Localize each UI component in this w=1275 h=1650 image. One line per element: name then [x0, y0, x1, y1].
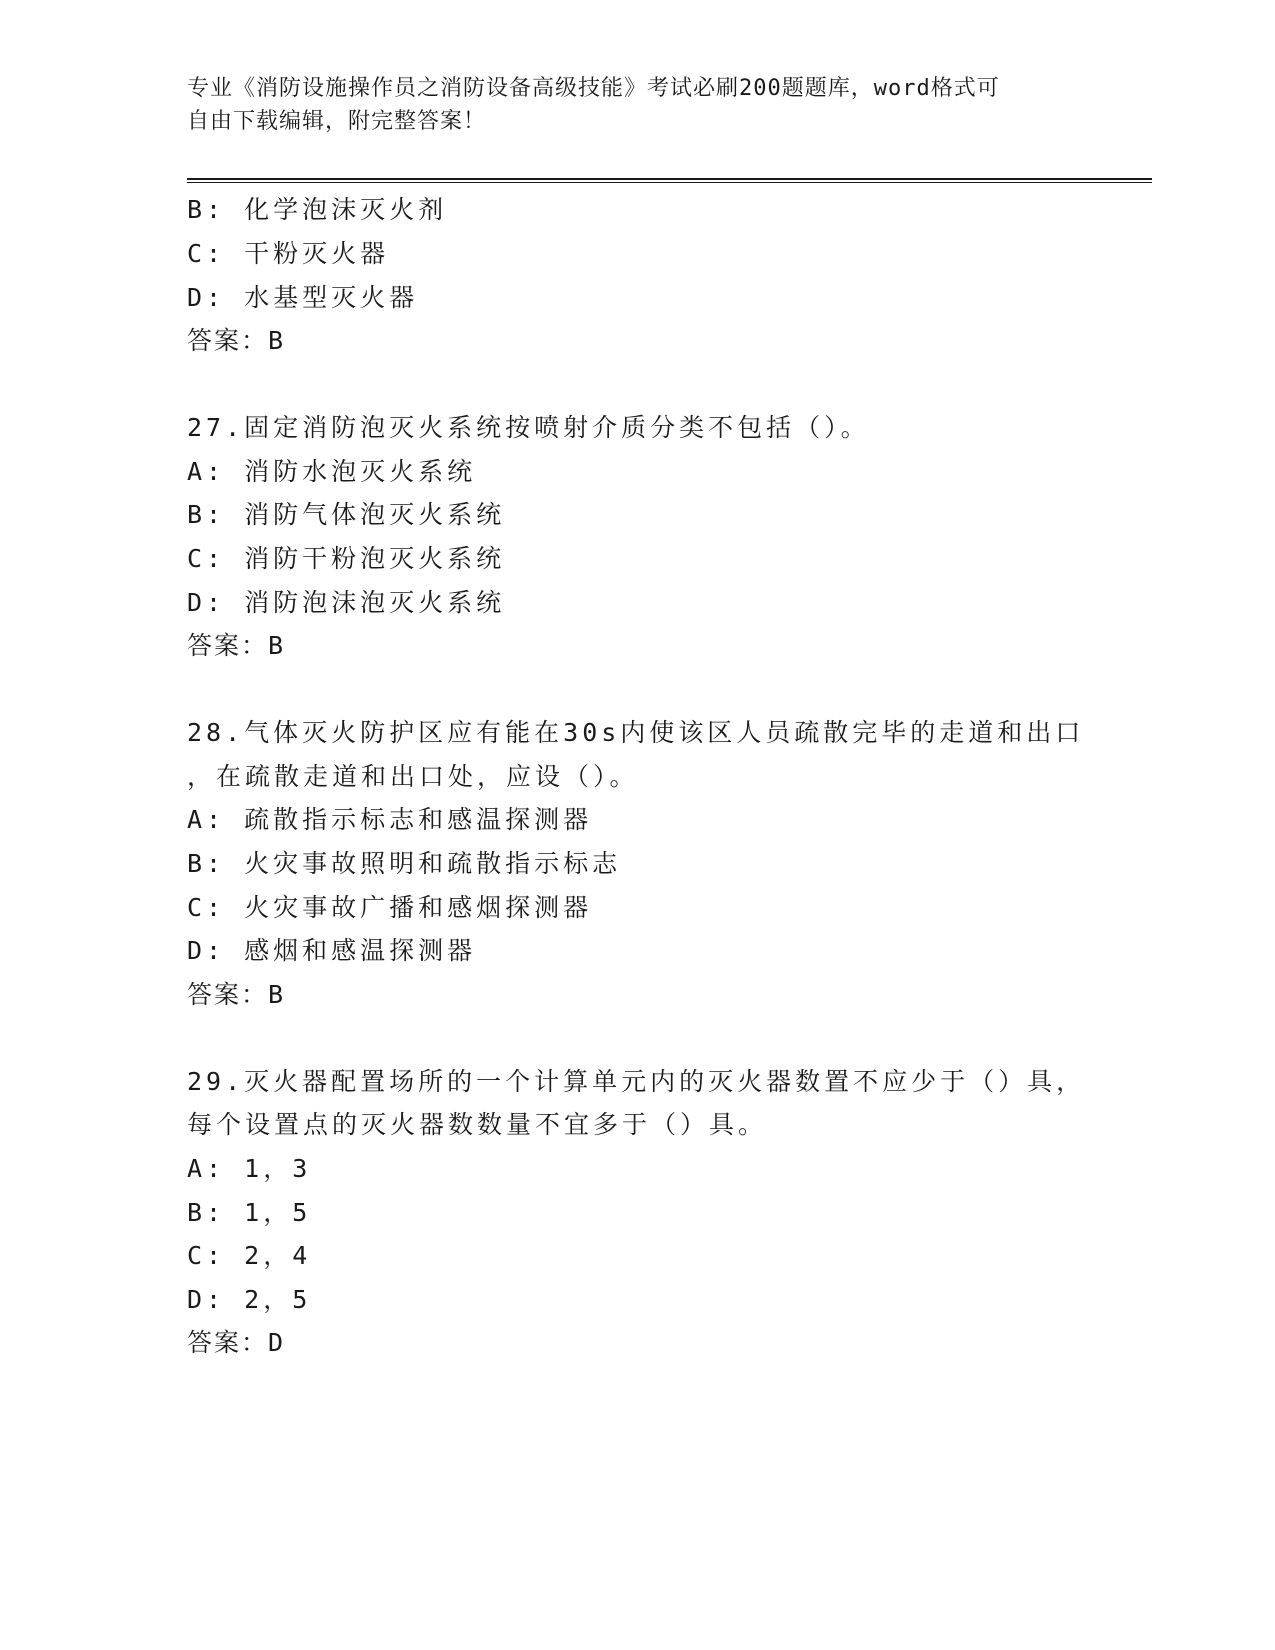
answer: 答案：B	[187, 631, 286, 660]
option-c: C: 2，4	[187, 1241, 312, 1270]
option-d: D: 消防泡沫泡灭火系统	[187, 588, 506, 617]
answer: 答案：B	[187, 326, 286, 355]
option-d: D: 水基型灭火器	[187, 283, 419, 312]
question-stem-continued: ，在疏散走道和出口处，应设（）。	[187, 762, 639, 791]
option-a: A: 消防水泡灭火系统	[187, 457, 477, 486]
document-header	[187, 72, 1067, 138]
answer: 答案：B	[187, 980, 286, 1009]
header-line-1: 专业《消防设施操作员之消防设备高级技能》考试必刷200题题库，word格式可	[187, 76, 1000, 101]
question-stem: 27.固定消防泡灭火系统按喷射介质分类不包括（）。	[187, 413, 870, 442]
question-stem-continued: 每个设置点的灭火器数数量不宜多于（）具。	[187, 1110, 768, 1139]
option-b: B: 化学泡沫灭火剂	[187, 195, 448, 224]
option-a: A: 1，3	[187, 1154, 312, 1183]
question-stem: 28.气体灭火防护区应有能在30s内使该区人员疏散完毕的走道和出口	[187, 718, 1085, 747]
option-d: D: 感烟和感温探测器	[187, 936, 477, 965]
option-c: C: 消防干粉泡灭火系统	[187, 544, 506, 573]
question-stem: 29.灭火器配置场所的一个计算单元内的灭火器数置不应少于（）具，	[187, 1067, 1086, 1096]
option-b: B: 火灾事故照明和疏散指示标志	[187, 849, 622, 878]
option-a: A: 疏散指示标志和感温探测器	[187, 805, 593, 834]
option-c: C: 火灾事故广播和感烟探测器	[187, 893, 593, 922]
option-b: B: 消防气体泡灭火系统	[187, 500, 506, 529]
header-line-2: 自由下载编辑，附完整答案！	[187, 109, 487, 134]
header-divider	[187, 178, 1152, 183]
option-c: C: 干粉灭火器	[187, 239, 390, 268]
option-d: D: 2，5	[187, 1285, 312, 1314]
answer: 答案：D	[187, 1328, 286, 1357]
option-b: B: 1，5	[187, 1198, 312, 1227]
